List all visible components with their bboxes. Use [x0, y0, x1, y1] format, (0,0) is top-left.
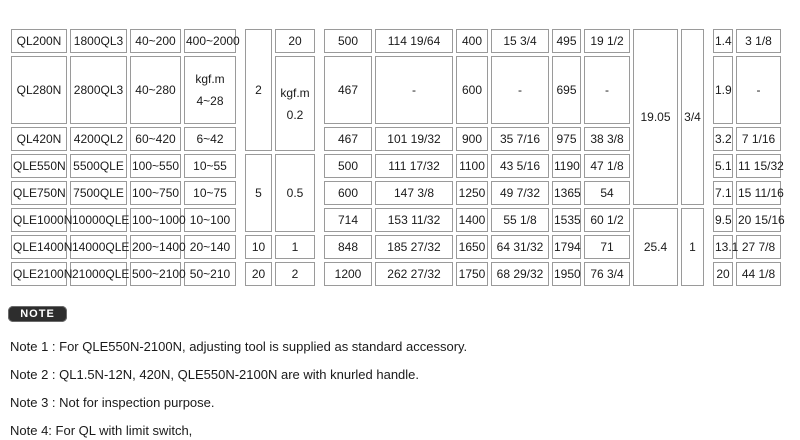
square-drive-in-cell: 3/4 [681, 29, 704, 205]
value-cell: 153 11/32 [375, 208, 453, 232]
value-cell: 38 3/8 [584, 127, 630, 151]
value-cell: 147 3/8 [375, 181, 453, 205]
table-row [11, 29, 781, 53]
value-cell: 467 [324, 56, 372, 124]
value-cell: 848 [324, 235, 372, 259]
value-cell: 54 [584, 181, 630, 205]
weight-lb-cell: 20 15/16 [736, 208, 781, 232]
value-cell: 1535 [552, 208, 581, 232]
unit-label: kgf.m [280, 85, 310, 100]
value-cell: 35 7/16 [491, 127, 549, 151]
range-m-cell: 20~140 [184, 235, 236, 259]
weight-lb-cell: 11 15/32 [736, 154, 781, 178]
code-cell: 4200QL2 [70, 127, 127, 151]
value-cell: 600 [324, 181, 372, 205]
note-1: Note 1 : For QLE550N-2100N, adjusting tool is supplied as standard accessory. [10, 339, 468, 354]
graduation-cell: 2 [275, 262, 315, 286]
square-drive-mm-cell: 25.4 [633, 208, 678, 286]
value-cell: 68 29/32 [491, 262, 549, 286]
value-cell: 43 5/16 [491, 154, 549, 178]
weight-lb-cell: 27 7/8 [736, 235, 781, 259]
graduation-cell: 20 [245, 262, 272, 286]
model-cell: QL200N [11, 29, 67, 53]
range-ft-cell: 200~1400 [130, 235, 181, 259]
code-cell: 7500QLE [70, 181, 127, 205]
value-cell: 1365 [552, 181, 581, 205]
value-cell: 1750 [456, 262, 488, 286]
value-cell: 262 27/32 [375, 262, 453, 286]
note-badge: NOTE [8, 306, 67, 322]
range-m-cell: 50~210 [184, 262, 236, 286]
value-cell: 1794 [552, 235, 581, 259]
value-cell: 1650 [456, 235, 488, 259]
square-drive-mm-cell: 19.05 [633, 29, 678, 205]
range-ft-cell: 60~420 [130, 127, 181, 151]
range-m-cell: 10~100 [184, 208, 236, 232]
weight-lb-cell: - [736, 56, 781, 124]
value-cell: 49 7/32 [491, 181, 549, 205]
value-cell: 695 [552, 56, 581, 124]
range-value: 4~28 [196, 94, 224, 108]
value-cell: 19 1/2 [584, 29, 630, 53]
value-cell: 1950 [552, 262, 581, 286]
value-cell: 47 1/8 [584, 154, 630, 178]
value-cell: 400 [456, 29, 488, 53]
graduation-merged-cell: 2 [245, 29, 272, 151]
value-cell: 111 17/32 [375, 154, 453, 178]
range-ft-cell: 40~280 [130, 56, 181, 124]
weight-cell: 7.1 [713, 181, 733, 205]
value-cell: 600 [456, 56, 488, 124]
value-cell: - [491, 56, 549, 124]
model-cell: QL280N [11, 56, 67, 124]
value-cell: 900 [456, 127, 488, 151]
value-cell: 1250 [456, 181, 488, 205]
value-cell: - [375, 56, 453, 124]
model-cell: QL420N [11, 127, 67, 151]
value-cell: 975 [552, 127, 581, 151]
square-drive-in-cell: 1 [681, 208, 704, 286]
value-cell: 114 19/64 [375, 29, 453, 53]
model-cell: QLE1400N [11, 235, 67, 259]
value-cell: 1400 [456, 208, 488, 232]
weight-lb-cell: 3 1/8 [736, 29, 781, 53]
note-2: Note 2 : QL1.5N-12N, 420N, QLE550N-2100N are with knurled handle. [10, 367, 420, 382]
weight-lb-cell: 15 11/16 [736, 181, 781, 205]
note-3: Note 3 : Not for inspection purpose. [10, 395, 215, 410]
value-cell: 101 19/32 [375, 127, 453, 151]
value-cell: 185 27/32 [375, 235, 453, 259]
value-cell: 15 3/4 [491, 29, 549, 53]
value-cell: 1200 [324, 262, 372, 286]
weight-lb-cell: 44 1/8 [736, 262, 781, 286]
range-ft-cell: 100~550 [130, 154, 181, 178]
range-m-cell: 6~42 [184, 127, 236, 151]
value-cell: 495 [552, 29, 581, 53]
range-ft-cell: 40~200 [130, 29, 181, 53]
model-cell: QLE750N [11, 181, 67, 205]
range-m-cell [184, 56, 236, 124]
code-cell: 21000QLE [70, 262, 127, 286]
value-cell: 500 [324, 154, 372, 178]
weight-cell: 9.5 [713, 208, 733, 232]
value-cell: 55 1/8 [491, 208, 549, 232]
weight-cell: 13.1 [713, 235, 733, 259]
unit-label: kgf.m [195, 72, 225, 86]
weight-cell: 1.9 [713, 56, 733, 124]
model-cell: QLE550N [11, 154, 67, 178]
range-m-cell: 10~75 [184, 181, 236, 205]
value-cell: 76 3/4 [584, 262, 630, 286]
value-cell: 1100 [456, 154, 488, 178]
graduation-cell: 10 [245, 235, 272, 259]
model-cell: QLE1000N [11, 208, 67, 232]
value-cell: - [584, 56, 630, 124]
weight-lb-cell: 7 1/16 [736, 127, 781, 151]
graduation-value: 0.2 [286, 107, 304, 122]
value-cell: 714 [324, 208, 372, 232]
spec-table [8, 26, 784, 289]
code-cell: 10000QLE [70, 208, 127, 232]
value-cell: 71 [584, 235, 630, 259]
weight-cell: 3.2 [713, 127, 733, 151]
range-m-cell: 10~55 [184, 154, 236, 178]
code-cell: 2800QL3 [70, 56, 127, 124]
value-cell: 64 31/32 [491, 235, 549, 259]
model-cell: QLE2100N [11, 262, 67, 286]
graduation-cell: 20 [275, 29, 315, 53]
graduation-merged-cell: 0.5 [275, 154, 315, 232]
value-cell: 467 [324, 127, 372, 151]
range-ft-cell: 500~2100 [130, 262, 181, 286]
value-cell: 60 1/2 [584, 208, 630, 232]
range-m-cell: 400~2000 [184, 29, 236, 53]
code-cell: 5500QLE [70, 154, 127, 178]
weight-cell: 20 [713, 262, 733, 286]
graduation-cell: 1 [275, 235, 315, 259]
value-cell: 500 [324, 29, 372, 53]
weight-cell: 5.1 [713, 154, 733, 178]
graduation-merged-cell: 5 [245, 154, 272, 232]
note-4: Note 4: For QL with limit switch, [10, 423, 193, 438]
code-cell: 1800QL3 [70, 29, 127, 53]
code-cell: 14000QLE [70, 235, 127, 259]
table-row [11, 208, 781, 232]
graduation-merged-cell [275, 56, 315, 151]
value-cell: 1190 [552, 154, 581, 178]
range-ft-cell: 100~1000 [130, 208, 181, 232]
weight-cell: 1.4 [713, 29, 733, 53]
range-ft-cell: 100~750 [130, 181, 181, 205]
